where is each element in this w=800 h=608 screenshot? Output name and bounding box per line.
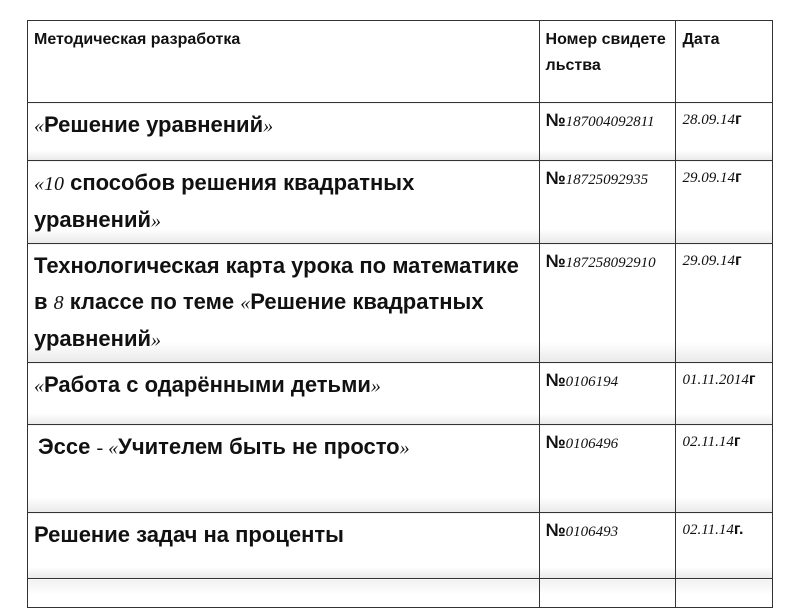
row-date	[676, 161, 773, 244]
header-date	[676, 21, 773, 103]
date-text: 29.09.14	[682, 253, 735, 269]
date-text: 28.09.14	[682, 112, 735, 128]
number-text: 187258092910	[565, 255, 656, 271]
grade-number: 8	[53, 292, 64, 314]
number-text: 0106496	[565, 436, 619, 452]
header-date-text: Дата	[682, 31, 720, 48]
number-sign: №	[545, 370, 566, 390]
row-number	[539, 363, 676, 425]
quote-open: «	[240, 292, 251, 314]
title-text: Решение уравнений	[44, 112, 264, 137]
row-title	[28, 363, 540, 425]
title-text: Решение квадратных уравнений	[34, 289, 484, 351]
header-title	[28, 21, 540, 103]
empty-cell	[539, 579, 676, 608]
table-row	[28, 425, 773, 513]
title-text-line2: классе по теме	[63, 289, 241, 314]
date-suffix: г	[748, 371, 756, 388]
title-text-line1: Технологическая карта урока по математике в	[34, 253, 519, 314]
quote-close: »	[151, 210, 162, 232]
header-number-text: Номер свидетельства	[545, 31, 666, 74]
table-row	[28, 244, 773, 363]
quote-open: «10	[34, 173, 64, 195]
date-suffix: г	[734, 111, 742, 128]
table-row	[28, 103, 773, 161]
date-text: 02.11.14	[682, 434, 734, 450]
row-date	[676, 513, 773, 579]
date-suffix: г	[733, 433, 741, 450]
number-sign: №	[545, 168, 566, 188]
table-row	[28, 513, 773, 579]
date-suffix: г.	[733, 521, 744, 538]
date-suffix: г	[734, 169, 742, 186]
row-number	[539, 425, 676, 513]
row-number	[539, 513, 676, 579]
header-number	[539, 21, 676, 103]
number-text: 18725092935	[565, 172, 649, 188]
quote-open: - «	[96, 437, 119, 459]
number-text: 0106493	[565, 524, 619, 540]
date-text: 29.09.14	[682, 170, 735, 186]
row-date	[676, 244, 773, 363]
empty-cell	[28, 579, 540, 608]
row-number	[539, 103, 676, 161]
title-text: Учителем быть не просто	[118, 434, 400, 459]
date-text: 02.11.14	[682, 522, 734, 538]
title-text: Решение задач на проценты	[34, 522, 344, 547]
quote-close: »	[370, 375, 381, 397]
table-row	[28, 363, 773, 425]
number-sign: №	[545, 520, 566, 540]
row-title	[28, 103, 540, 161]
number-sign: №	[545, 432, 566, 452]
quote-open: «	[34, 375, 44, 397]
table-row-empty	[28, 579, 773, 608]
number-sign: №	[545, 251, 566, 271]
date-suffix: г	[734, 252, 742, 269]
empty-cell	[676, 579, 773, 608]
quote-close: »	[151, 329, 162, 351]
number-text: 187004092811	[565, 114, 655, 130]
table-row	[28, 161, 773, 244]
row-date	[676, 425, 773, 513]
row-date	[676, 103, 773, 161]
number-text: 0106194	[565, 374, 619, 390]
title-text-prefix: Эссе	[38, 434, 97, 459]
row-title	[28, 513, 540, 579]
header-title-text: Методическая разработка	[34, 31, 241, 48]
row-title	[28, 425, 540, 513]
date-text: 01.11.2014	[682, 372, 749, 388]
number-sign: №	[545, 110, 566, 130]
table-header-row	[28, 21, 773, 103]
quote-close: »	[263, 115, 274, 137]
row-title	[28, 161, 540, 244]
row-date	[676, 363, 773, 425]
row-number	[539, 161, 676, 244]
row-title	[28, 244, 540, 363]
row-number	[539, 244, 676, 363]
quote-open: «	[34, 115, 44, 137]
title-text: Работа с одарёнными детьми	[44, 372, 371, 397]
certificates-table	[27, 20, 773, 608]
quote-close: »	[399, 437, 410, 459]
title-text: способов решения квадратных уравнений	[34, 170, 415, 232]
